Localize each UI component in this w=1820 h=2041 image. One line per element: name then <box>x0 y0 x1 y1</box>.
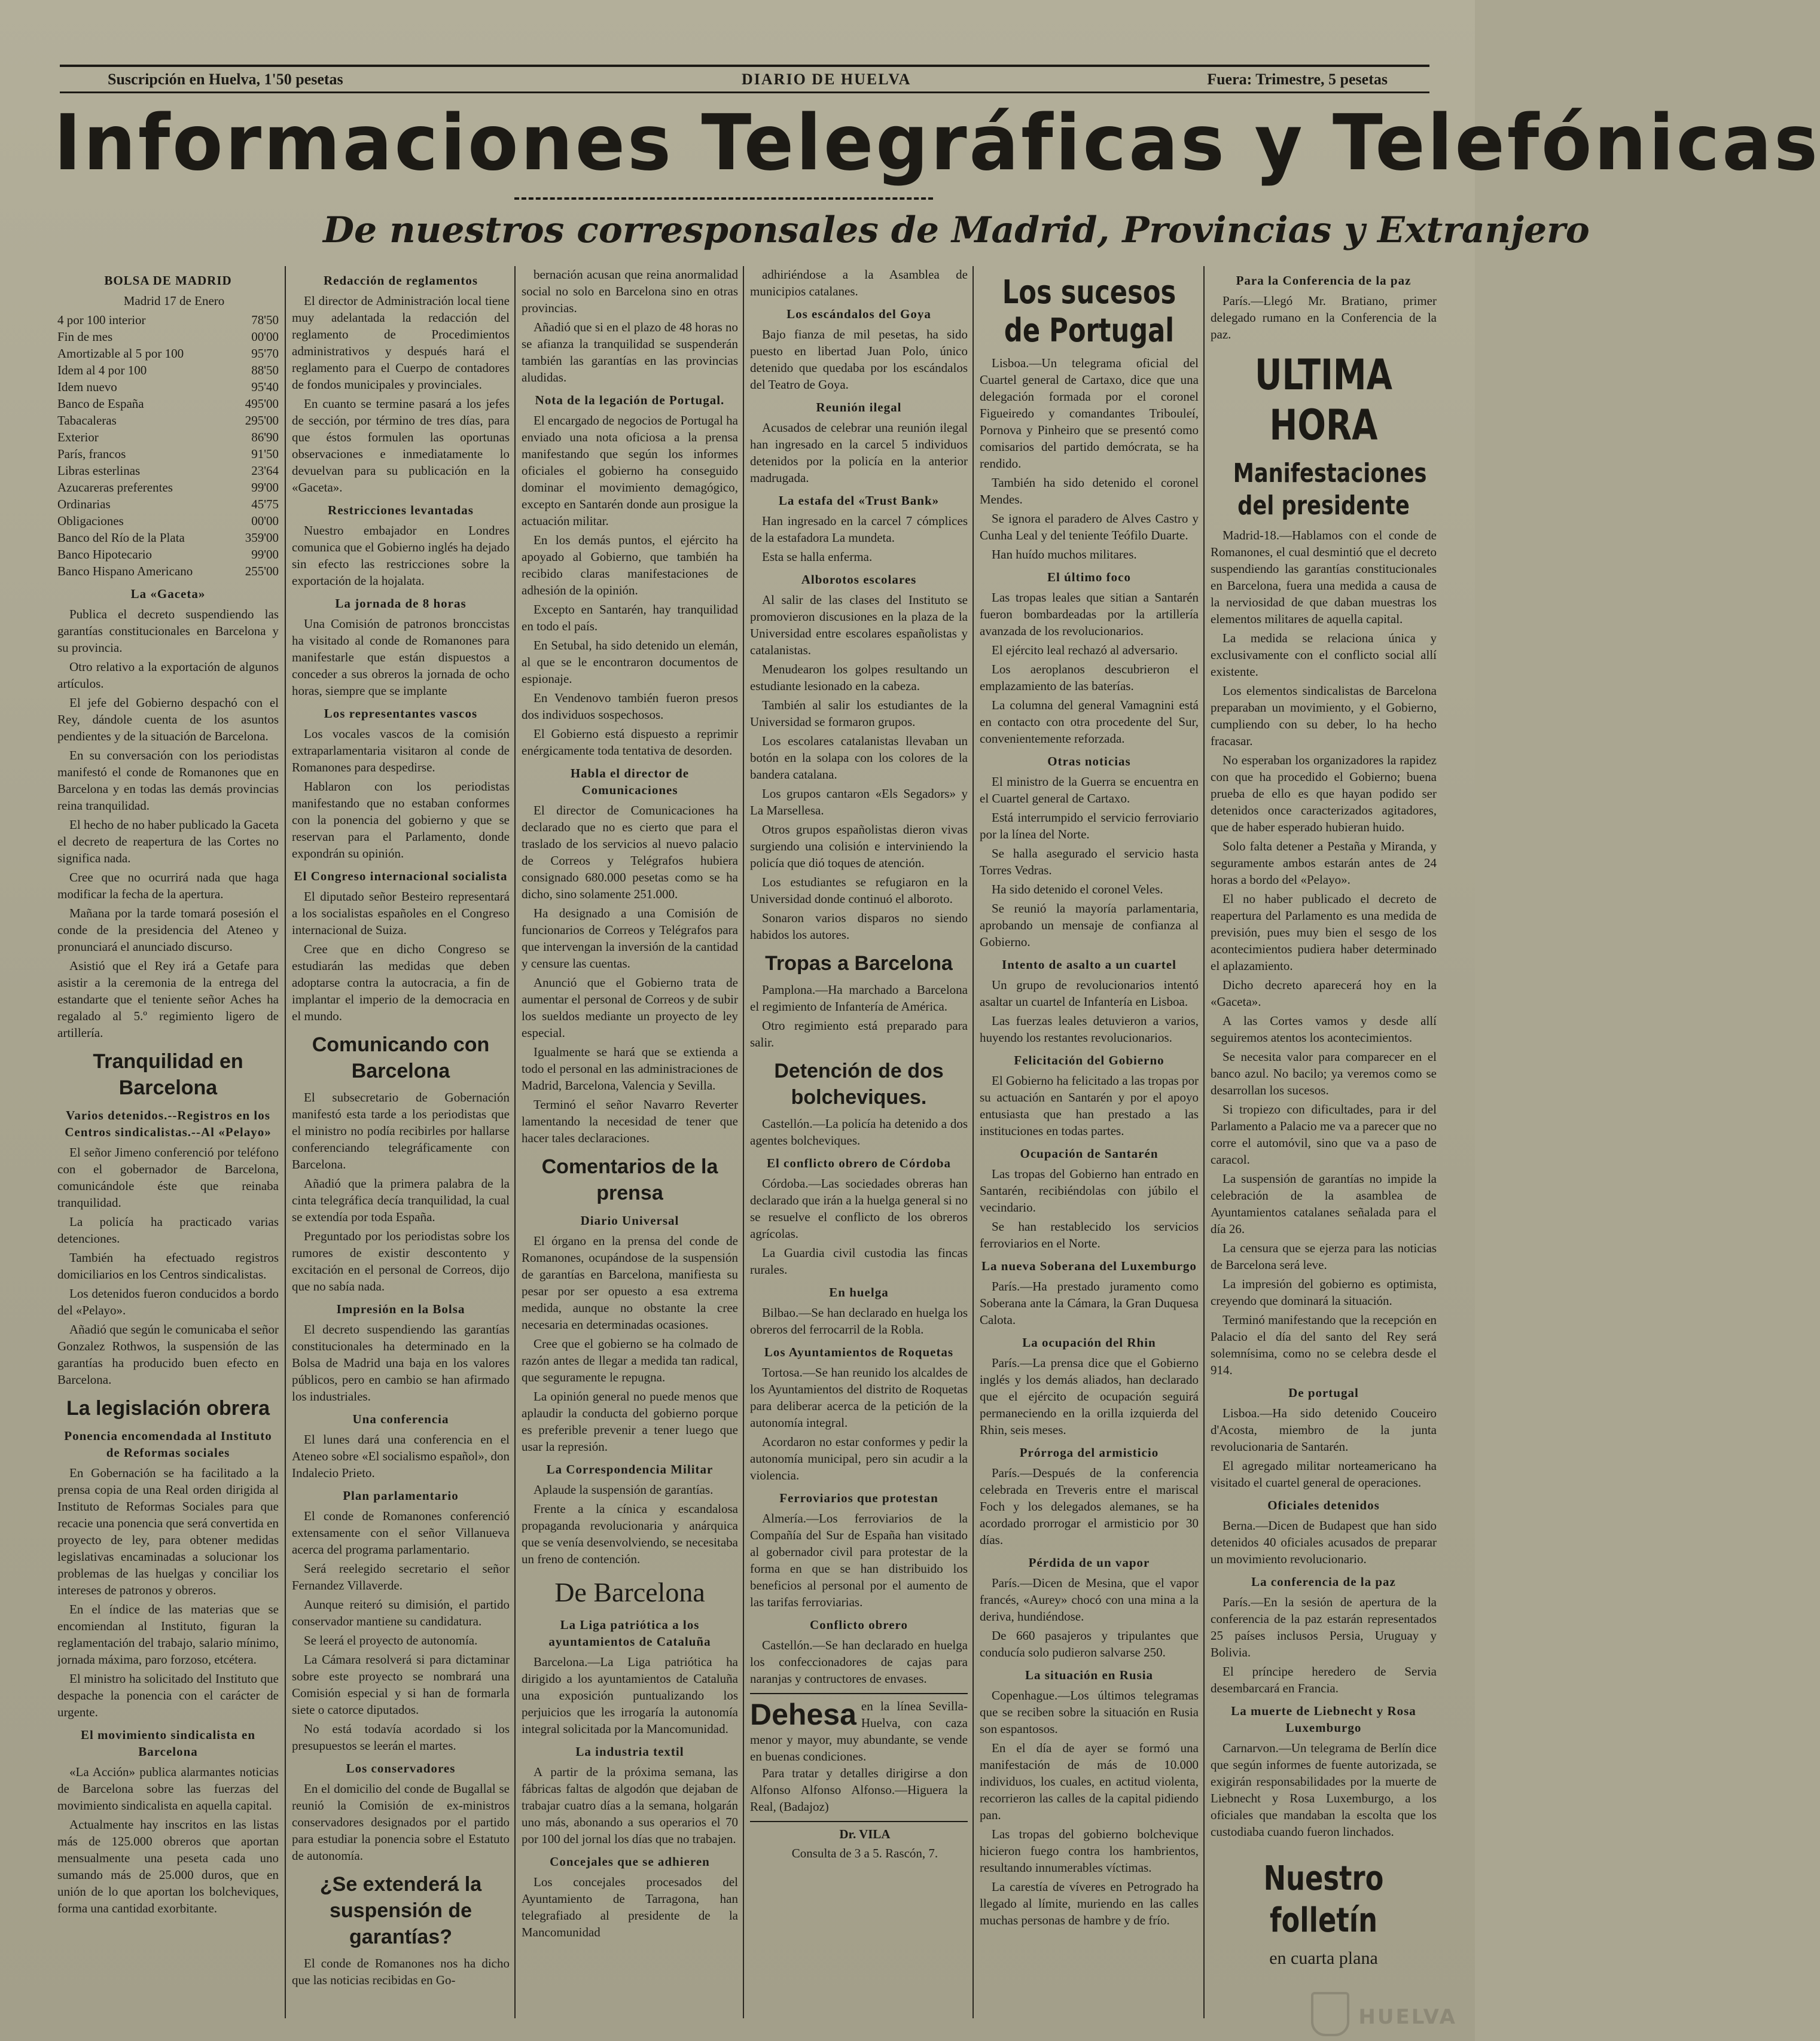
paragraph: Añadió que si en el plazo de 48 horas no se afianza la tranquilidad se suspenderán también las garantías en las provincias aludidas. <box>522 320 738 385</box>
paragraph: Una Comisión de patronos bronccistas ha visitado al conde de Romanones para manifestarle que están dispuestos a conceder a sus obreros la jornada de ocho horas, siempre que se implante <box>292 617 510 698</box>
bolsa-value: 88'50 <box>251 363 279 377</box>
paragraph: Las tropas del gobierno bolchevique hicieron fuego contra los hambrientos, resultando innumerables víctimas. <box>980 1827 1199 1875</box>
bolsa-label: Tabacaleras <box>57 413 117 428</box>
bolsa-label: Exterior <box>57 430 99 444</box>
bolsa-row <box>57 412 279 429</box>
paragraph: «La Acción» publica alarmantes noticias de Barcelona sobre las fuerzas del movimiento sindicalista en aquella capital. <box>57 1765 279 1813</box>
subheading: Los representantes vascos <box>324 706 478 721</box>
bolsa-row <box>57 345 279 362</box>
subheading: El último foco <box>1047 570 1131 584</box>
doctor-name: Dr. VILA <box>839 1827 891 1841</box>
paragraph: El señor Jimeno conferenció por teléfono con el gobernador de Barcelona, comunicándole éste que reinaba tranquilidad. <box>57 1145 279 1210</box>
subheading: Felicitación del Gobierno <box>1014 1053 1164 1067</box>
subheading: Para la Conferencia de la paz <box>1236 273 1412 288</box>
subscription-price: Suscripción en Huelva, 1'50 pesetas <box>108 71 343 88</box>
paragraph: Madrid-18.—Hablamos con el conde de Romanones, el cual desmintió que el decreto suspendiendo las garantías constitucionales en Barcelona, fuera una medida a causa de la nerviosidad de que daban muestras los elementos militares de aquella capital. <box>1211 528 1437 626</box>
paragraph: De 660 pasajeros y tripulantes que conducía solo pudieron salvarse 250. <box>980 1628 1199 1659</box>
bolsa-label: Banco Hipotecario <box>57 547 153 562</box>
subheading: De portugal <box>1288 1386 1359 1400</box>
bolsa-label: Banco de España <box>57 396 144 411</box>
paragraph: Se ignora el paradero de Alves Castro y Cunha Leal y del teniente Teófilo Duarte. <box>980 511 1199 542</box>
paragraph: Terminó el señor Navarro Reverter lamentando la necesidad de tener que hacer tales declaraciones. <box>522 1097 738 1145</box>
paragraph: Los aeroplanos descubrieron el emplazamiento de las baterías. <box>980 662 1199 693</box>
bolsa-value: 495'00 <box>245 396 279 411</box>
paragraph: Los concejales procesados del Ayuntamiento de Tarragona, han telegrafiado al presidente de la Mancomunidad <box>522 1875 738 1939</box>
bolsa-value: 78'50 <box>251 313 279 327</box>
paragraph: Actualmente hay inscritos en las listas más de 125.000 obreros que aportan mensualmente una peseta cada uno sumando más de 25.000 duros, que en unión de lo que aportan los bolcheviques, forma una cantidad exorbitante. <box>57 1817 279 1915</box>
bolsa-label: Amortizable al 5 por 100 <box>57 346 184 361</box>
section-heading: La legislación obrera <box>66 1397 270 1420</box>
paragraph: El jefe del Gobierno despachó con el Rey, dándole cuenta de los asuntos pendientes y de la situación de Barcelona. <box>57 695 279 743</box>
section-heading: Manifestaciones del presidente <box>1233 458 1427 521</box>
paragraph: El lunes dará una conferencia en el Ateneo sobre «El socialismo español», don Indalecio Prieto. <box>292 1432 510 1480</box>
section-heading: Los sucesos de Portugal <box>1002 273 1176 349</box>
bolsa-row <box>57 362 279 379</box>
subheading: Reunión ilegal <box>816 400 902 414</box>
bolsa-value: 295'00 <box>245 413 279 428</box>
subheading: Diario Universal <box>580 1213 679 1228</box>
bolsa-table <box>57 312 279 579</box>
section-heading: ULTIMA HORA <box>1255 350 1392 450</box>
paragraph: Cree que en dicho Congreso se estudiarán las medidas que deben adoptarse contra la autocracia, a fin de implantar el imperio de la democracia en el mundo. <box>292 942 510 1023</box>
paragraph: En Vendenovo también fueron presos dos individuos sospechosos. <box>522 691 738 722</box>
section-heading: Comunicando con Barcelona <box>312 1033 490 1082</box>
ad-text: en la línea Sevilla-Huelva, con caza menor y mayor, muy abundante, se vende en buenas condiciones. <box>750 1699 968 1764</box>
bolsa-row <box>57 496 279 512</box>
section-heading: Tranquilidad en Barcelona <box>93 1050 243 1099</box>
paragraph: El ejército leal rechazó al adversario. <box>992 643 1178 657</box>
section-heading: De Barcelona <box>554 1577 705 1607</box>
paragraph: Acusados de celebrar una reunión ilegal han ingresado en la carcel 5 individuos detenidos por la policía en la anterior madrugada. <box>750 420 968 485</box>
paragraph: Un grupo de revolucionarios intentó asaltar un cuartel de Infantería en Lisboa. <box>980 978 1199 1009</box>
paragraph: La columna del general Vamagnini está en contacto con otra procedente del Sur, convenientemente reforzada. <box>980 698 1199 746</box>
paragraph: No esperaban los organizadores la rapidez con que ha procedido el Gobierno; buena prueba de ello es que hayan podido ser detenidos once caracterizados agitadores, que de haber esperado hubieran huido. <box>1211 753 1437 834</box>
paragraph: El conde de Romanones conferenció extensamente con el señor Villanueva acerca del programa parlamentario. <box>292 1509 510 1557</box>
paragraph: Los estudiantes se refugiaron en la Universidad donde continuó el alboroto. <box>750 875 968 906</box>
bolsa-value: 86'90 <box>251 430 279 444</box>
paragraph: Han ingresado en la carcel 7 cómplices de la estafadora La mundeta. <box>750 514 968 545</box>
bolsa-row <box>57 479 279 496</box>
bolsa-label: Libras esterlinas <box>57 463 141 478</box>
paragraph: Dicho decreto aparecerá hoy en la «Gaceta». <box>1211 978 1437 1009</box>
bolsa-label: Obligaciones <box>57 514 124 528</box>
paragraph: El encargado de negocios de Portugal ha enviado una nota oficiosa a la prensa manifestando que según los informes oficiales el gobierno ha conseguido dominar el movimiento demagógico, excepto en Santarén donde aun prosigue la actuación militar. <box>522 413 738 528</box>
bolsa-row <box>57 446 279 462</box>
paragraph: Al salir de las clases del Instituto se promovieron discusiones en la plaza de la Universidad entre escolares españolistas y catalanistas. <box>750 593 968 657</box>
bolsa-value: 99'00 <box>251 480 279 495</box>
paragraph: El diputado señor Besteiro representará a los socialistas españoles en el Congreso internacional de Suiza. <box>292 889 510 937</box>
subheading: Una conferencia <box>352 1412 449 1426</box>
bolsa-row <box>57 546 279 563</box>
paragraph: El decreto suspendiendo las garantías constitucionales ha determinado en la Bolsa de Madrid una baja en los valores públicos, pero en cambio se han afirmado los industriales. <box>292 1322 510 1404</box>
title-divider <box>514 197 933 201</box>
bolsa-row <box>57 512 279 529</box>
paragraph: La Cámara resolverá si para dictaminar sobre este proyecto se nombrará una Comisión especial y si han de formarla siete o catorce diputados. <box>292 1652 510 1717</box>
paragraph: Copenhague.—Los últimos telegramas que se reciben sobre la situación en Rusia son espantosos. <box>980 1688 1199 1736</box>
gaceta-title: La «Gaceta» <box>130 587 206 601</box>
paragraph: El príncipe heredero de Servia desembarcará en Francia. <box>1211 1664 1437 1695</box>
paragraph: A las Cortes vamos y desde allí seguiremos atentos los acontecimientos. <box>1211 1014 1437 1045</box>
huelva-seal-icon <box>1311 1992 1349 2036</box>
paragraph: Almería.—Los ferroviarios de la Compañía del Sur de España han visitado al gobernador civil para protestar de la forma en que se han distribuido los beneficios al personal por el aumento de las tarifas ferroviarias. <box>750 1511 968 1609</box>
paragraph: El órgano en la prensa del conde de Romanones, ocupándose de la suspensión de garantías en Barcelona, manifiesta su pesar por ser opuesto a esa extrema medida, aunque no obstante la cree necesaria en determinadas ocasiones. <box>522 1234 738 1332</box>
subheading: En huelga <box>829 1285 889 1299</box>
bolsa-value: 359'00 <box>245 530 279 545</box>
subheading: Pérdida de un vapor <box>1028 1555 1150 1570</box>
paragraph: También al salir los estudiantes de la Universidad se formaron grupos. <box>750 698 968 729</box>
subheading: La nueva Soberana del Luxemburgo <box>981 1259 1197 1273</box>
paragraph: Las tropas del Gobierno han entrado en Santarén, recibiéndolas con júbilo el vecindario. <box>980 1167 1199 1215</box>
paragraph: En su conversación con los periodistas manifestó el conde de Romanones que en Barcelona y en todas las demás provincias reina tranquilidad. <box>57 748 279 813</box>
bolsa-row <box>57 328 279 345</box>
paragraph: adhiriéndose a la Asamblea de municipios catalanes. <box>750 267 968 298</box>
paragraph: La carestía de víveres en Petrogrado ha llegado al límite, muriendo en las calles muchas personas de hambre y de frío. <box>980 1880 1199 1927</box>
paragraph: El Gobierno está dispuesto a reprimir enérgicamente toda tentativa de desorden. <box>522 727 738 758</box>
paragraph: El Gobierno ha felicitado a las tropas por su actuación en Santarén y por el apoyo entusiasta que han prestado a las instituciones en todas partes. <box>980 1073 1199 1138</box>
subheading: Plan parlamentario <box>343 1488 459 1503</box>
paragraph: Se leerá el proyecto de autonomía. <box>304 1633 478 1648</box>
paragraph: Cree que el gobierno se ha colmado de razón antes de llegar a medida tan radical, que seguramente le repugna. <box>522 1337 738 1384</box>
bolsa-value: 23'64 <box>251 463 279 478</box>
paragraph: El ministro ha solicitado del Instituto que despache la ponencia con el carácter de urgente. <box>57 1671 279 1719</box>
bolsa-label: Banco Hispano Americano <box>57 564 193 578</box>
subheading: La situación en Rusia <box>1025 1668 1154 1682</box>
paragraph: También ha efectuado registros domiciliarios en los Centros sindicalistas. <box>57 1250 279 1282</box>
subheading: Ponencia encomendada al Instituto de Reformas sociales <box>64 1429 272 1460</box>
paragraph: El no haber publicado el decreto de reapertura del Parlamento es una medida de previsión, pues muy bien el sesgo de los acontecimientos pudiera haber determinado el aplazamiento. <box>1211 892 1437 973</box>
paragraph: Las tropas leales que sitian a Santarén fueron bombardeadas por la artillería avanzada de los revolucionarios. <box>980 590 1199 638</box>
column-2 <box>292 266 510 2018</box>
ad-headline: Dehesa <box>750 1698 856 1731</box>
folletin-subtitle: en cuarta plana <box>1269 1948 1378 1968</box>
subheading: Otras noticias <box>1047 754 1131 768</box>
classified-ad <box>750 1693 968 1822</box>
bolsa-value: 00'00 <box>251 514 279 528</box>
paragraph: Añadió que la primera palabra de la cinta telegráfica decía tranquilidad, la cual se extendía por toda España. <box>292 1176 510 1224</box>
bolsa-row <box>57 563 279 579</box>
paragraph: Pamplona.—Ha marchado a Barcelona el regimiento de Infantería de América. <box>750 983 968 1014</box>
paragraph: La Guardia civil custodia las fincas rurales. <box>750 1246 968 1277</box>
subheading: Los Ayuntamientos de Roquetas <box>764 1345 954 1359</box>
paragraph: Las fuerzas leales detuvieron a varios, huyendo los restantes revolucionarios. <box>980 1014 1199 1045</box>
section-heading: Detención de dos bolcheviques. <box>774 1060 944 1109</box>
paragraph: París.—Llegó Mr. Bratiano, primer delegado rumano en la Conferencia de la paz. <box>1211 294 1437 341</box>
bolsa-value: 45'75 <box>251 497 279 511</box>
column-4 <box>750 266 968 2018</box>
column-divider <box>973 266 974 2018</box>
paragraph: La medida se relaciona única y exclusivamente con el conflicto social allí existente. <box>1211 631 1437 679</box>
paragraph: La opinión general no puede menos que aplaudir la conducta del gobierno porque es preferible prevenir a tener luego que usar la represión. <box>522 1389 738 1454</box>
bolsa-value: 255'00 <box>245 564 279 578</box>
paragraph: En Setubal, ha sido detenido un elemán, al que se le encontraron documentos de espionaje. <box>522 638 738 686</box>
column-divider <box>743 266 744 2018</box>
paragraph: Solo falta detener a Pestaña y Miranda, y seguramente ambos estarán antes de 24 horas a bordo del «Pelayo». <box>1211 839 1437 887</box>
column-3 <box>522 266 738 2018</box>
paragraph: París.—La prensa dice que el Gobierno inglés y los demás aliados, han declarado que el ejército de ocupación seguirá permaneciendo en la orilla izquierda del Rhin, seis meses. <box>980 1356 1199 1437</box>
paragraph: Los detenidos fueron conducidos a bordo del «Pelayo». <box>57 1286 279 1317</box>
paragraph: En los demás puntos, el ejército ha apoyado al Gobierno, que también ha recibido claras manifestaciones de adhesión de la opinión. <box>522 533 738 597</box>
column-divider <box>1203 266 1205 2018</box>
paragraph: Córdoba.—Las sociedades obreras han declarado que irán a la huelga general si no se resuelve el conflicto de los obreros agrícolas. <box>750 1176 968 1241</box>
subheading: Concejales que se adhieren <box>550 1854 710 1869</box>
bolsa-label: Azucareras preferentes <box>57 480 173 495</box>
paragraph: Anunció que el Gobierno trata de aumentar el personal de Correos y de subir los sueldos mediante un proyecto de ley especial. <box>522 975 738 1040</box>
paragraph: En el índice de las materias que se encomiendan al Instituto, figuran la reglamentación del trabajo, salario mínimo, jornada máxima, paro forzoso, etcétera. <box>57 1602 279 1667</box>
bolsa-label: Ordinarias <box>57 497 111 511</box>
paragraph: Otros grupos españolistas dieron vivas surgiendo una colisión e interviniendo la policía que dió toques de atención. <box>750 822 968 870</box>
paragraph: El ministro de la Guerra se encuentra en el Cuartel general de Cartaxo. <box>980 774 1199 806</box>
subheading: La Liga patriótica a los ayuntamientos de Cataluña <box>548 1618 711 1649</box>
paragraph: Castellón.—La policía ha detenido a dos agentes bolcheviques. <box>750 1116 968 1148</box>
bolsa-value: 95'70 <box>251 346 279 361</box>
column-divider <box>514 266 516 2018</box>
watermark: HUELVA <box>1358 2005 1457 2029</box>
bolsa-row <box>57 312 279 328</box>
paragraph: La impresión del gobierno es optimista, creyendo que dominará la situación. <box>1211 1277 1437 1308</box>
subheading: Ocupación de Santarén <box>1020 1146 1159 1161</box>
subheading: Prórroga del armisticio <box>1019 1445 1159 1460</box>
bolsa-label: 4 por 100 interior <box>57 313 146 327</box>
subheading: La Correspondencia Militar <box>546 1462 714 1476</box>
bolsa-value: 95'40 <box>251 380 279 394</box>
paragraph: Nuestro embajador en Londres comunica que el Gobierno inglés ha dejado sin efecto las restricciones sobre la exportación de la hojalata. <box>292 523 510 588</box>
subheading: La ocupación del Rhin <box>1022 1335 1156 1350</box>
paragraph: La policía ha practicado varias detenciones. <box>57 1215 279 1246</box>
bolsa-date: Madrid 17 de Enero <box>123 294 225 308</box>
paragraph: Excepto en Santarén, hay tranquilidad en todo el país. <box>522 602 738 633</box>
paragraph: Los escolares catalanistas llevaban un botón en la solapa con los colores de la bandera catalana. <box>750 734 968 782</box>
paragraph: Hablaron con los periodistas manifestando que no estaban conformes con la ponencia del gobierno y que se reservan para el Parlamento, donde expondrán su opinión. <box>292 779 510 861</box>
subheading: Varios detenidos.--Registros en los Centros sindicalistas.--Al «Pelayo» <box>65 1108 272 1139</box>
paragraph: Bajo fianza de mil pesetas, ha sido puesto en libertad Juan Polo, único detenido que quedaba por los escándalos del Teatro de Goya. <box>750 327 968 392</box>
masthead <box>60 65 1429 93</box>
subheading: Redacción de reglamentos <box>323 273 478 288</box>
bolsa-label: Banco del Río de la Plata <box>57 530 185 545</box>
paragraph: El subsecretario de Gobernación manifestó esta tarde a los periodistas que el ministro no podía recibirles por hallarse conferenciando telegráficamente con Barcelona. <box>292 1090 510 1171</box>
paragraph: París.—Ha prestado juramento como Soberana ante la Cámara, la Gran Duquesa Calota. <box>980 1279 1199 1327</box>
paragraph: Publica el decreto suspendiendo las garantías constitucionales en Barcelona y su provincia. <box>57 607 279 655</box>
subheading: Los escándalos del Goya <box>786 307 931 321</box>
bolsa-value: 91'50 <box>251 447 279 461</box>
paragraph: A partir de la próxima semana, las fábricas faltas de algodón que dejaban de trabajar cuatro días a la semana, holgarán uno más, abonando a sus operarios el 70 por 100 del jornal los días que no trabajen. <box>522 1765 738 1846</box>
paragraph: Está interrumpido el servicio ferroviario por la línea del Norte. <box>980 810 1199 841</box>
bolsa-row <box>57 462 279 479</box>
paragraph: Cree que no ocurrirá nada que haga modificar la fecha de la apertura. <box>57 870 279 901</box>
paragraph: Lisboa.—Ha sido detenido Couceiro d'Acosta, miembro de la junta revolucionaria de Santarén. <box>1211 1406 1437 1454</box>
paragraph: Frente a la cínica y escandalosa propaganda revolucionaria y anárquica que se venía desenvolviendo, se necesitaba un freno de contención. <box>522 1502 738 1566</box>
foreign-price: Fuera: Trimestre, 5 pesetas <box>1207 71 1388 88</box>
bolsa-row <box>57 529 279 546</box>
section-heading: Comentarios de la prensa <box>541 1155 718 1204</box>
paragraph: Carnarvon.—Un telegrama de Berlín dice que según informes de fuente autorizada, se exigirán responsabilidades por la muerte de Liebnecht y Rosa Luxemburgo, a los oficiales que mandaban la escolta que los custodiaba cuando fueron linchados. <box>1211 1741 1437 1839</box>
paragraph: Otro regimiento está preparado para salir. <box>750 1018 968 1050</box>
column-1 <box>57 266 279 2018</box>
paragraph: Lisboa.—Un telegrama oficial del Cuartel general de Cartaxo, dice que una delegación formada por el coronel Figueiredo y comandantes Tribouleí, Pornova y Pinheiro que se presentó como comisarios del partido demócrata, se ha rendido. <box>980 356 1199 471</box>
ad-contact: Para tratar y detalles dirigirse a don Alfonso Alfonso Alfonso.—Higuera la Real, (Badajoz) <box>750 1766 968 1814</box>
paragraph: Ha sido detenido el coronel Veles. <box>992 882 1163 896</box>
paragraph: En el día de ayer se formó una manifestación de más de 10.000 individuos, los cuales, en actitud violenta, recorrieron las calles de la capital pidiendo pan. <box>980 1741 1199 1822</box>
paragraph: Tortosa.—Se han reunido los alcaldes de los Ayuntamientos del distrito de Roquetas para deliberar acerca de la petición de la autonomía integral. <box>750 1365 968 1430</box>
subheading: Restricciones levantadas <box>328 503 474 517</box>
subheading: Los conservadores <box>346 1761 456 1775</box>
subheading: El Congreso internacional socialista <box>294 869 508 883</box>
paragraph: Sonaron varios disparos no siendo habidos los autores. <box>750 911 968 942</box>
paragraph: París.—En la sesión de apertura de la conferencia de la paz estarán representados 25 países inclusos Persia, Uruguay y Bolivia. <box>1211 1595 1437 1659</box>
bolsa-title: BOLSA DE MADRID <box>104 273 232 288</box>
paragraph: Se necesita valor para comparecer en el banco azul. No bacilo; ya veremos como se desarrollan los sucesos. <box>1211 1050 1437 1097</box>
subheading: La estafa del «Trust Bank» <box>778 493 940 508</box>
paragraph: La censura que se ejerza para las noticias de Barcelona será leve. <box>1211 1241 1437 1272</box>
section-heading: Nuestro folletín <box>1263 1859 1384 1940</box>
paragraph: Igualmente se hará que se extienda a todo el personal en las administraciones de Madrid, Barcelona, Valencia y Sevilla. <box>522 1045 738 1093</box>
paragraph: Mañana por la tarde tomará posesión el conde de la presidencia del Ateneo y pronunciará el anunciado discurso. <box>57 906 279 954</box>
paragraph: Berna.—Dicen de Budapest que han sido detenidos 40 oficiales acusados de preparar un movimiento revolucionario. <box>1211 1518 1437 1566</box>
paragraph: Esta se halla enferma. <box>762 550 873 564</box>
bolsa-label: Idem nuevo <box>57 380 117 394</box>
paragraph: Los elementos sindicalistas de Barcelona preparaban un movimiento, y el Gobierno, cumpliendo con su deber, lo ha hecho fracasar. <box>1211 684 1437 748</box>
paragraph: Asistió que el Rey irá a Getafe para asistir a la ceremonia de la entrega del estandarte que el teniente señor Aches ha regalado al 5.º regimiento ligero de artillería. <box>57 959 279 1040</box>
subheading: Intento de asalto a un cuartel <box>1002 957 1176 972</box>
paragraph: Los grupos cantaron «Els Segadors» y La Marsellesa. <box>750 786 968 817</box>
paragraph: París.—Dicen de Mesina, que el vapor francés, «Aurey» chocó con una mina a la deriva, hundiéndose. <box>980 1576 1199 1624</box>
bolsa-label: París, francos <box>57 447 126 461</box>
page-subtitle: De nuestros corresponsales de Madrid, Provincias y Extranjero <box>323 209 1590 251</box>
bolsa-label: Idem al 4 por 100 <box>57 363 147 377</box>
paragraph: Añadió que según le comunicaba el señor Gonzalez Rothwos, la suspensión de las garantías ha producido buen efecto en Barcelona. <box>57 1322 279 1387</box>
paragraph: Los vocales vascos de la comisión extraparlamentaria visitaron al conde de Romanones para despedirse. <box>292 727 510 774</box>
paragraph: Acordaron no estar conformes y pedir la autonomía municipal, pero sin acudir a la violencia. <box>750 1435 968 1482</box>
paragraph: Barcelona.—La Liga patriótica ha dirigido a los ayuntamientos de Cataluña una exposición puntualizando los perjuicios que les irrogaría la autonomía integral solicitada por la Mancomunidad. <box>522 1655 738 1736</box>
bolsa-row <box>57 429 279 446</box>
subheading: Habla el director de Comunicaciones <box>570 766 690 797</box>
subheading: Ferroviarios que protestan <box>779 1491 938 1505</box>
bolsa-row <box>57 395 279 412</box>
paragraph: Bilbao.—Se han declarado en huelga los obreros del ferrocarril de la Robla. <box>750 1305 968 1337</box>
paragraph: El director de Comunicaciones ha declarado que no es cierto que para el traslado de los servicios al nuevo palacio de Correos y Telégrafos hubiera consignado 680.000 pesetas como se ha dicho, sino solamente 251.000. <box>522 803 738 901</box>
paragraph: En el domicilio del conde de Bugallal se reunió la Comisión de ex-ministros conservadores designados por el partido para estudiar la ponencia sobre el Estatuto de autonomía. <box>292 1781 510 1863</box>
paragraph: Si tropiezo con dificultades, para ir del Parlamento a Palacio me va a parecer que no corre el automóvil, sino que va a paso de caracol. <box>1211 1102 1437 1167</box>
subheading: Oficiales detenidos <box>1267 1498 1380 1512</box>
paragraph: En Gobernación se ha facilitado a la prensa copia de una Real orden dirigida al Instituto de Reformas Sociales para que recacie una ponencia que será convertida en proyecto de ley, para obtener medidas legislativas encaminadas a solucionar los problemas de las huelgas y conciliar los intereses de patronos y obreros. <box>57 1466 279 1597</box>
paragraph: Se reunió la mayoría parlamentaria, aprobando un mensaje de confianza al Gobierno. <box>980 901 1199 949</box>
section-heading: ¿Se extenderá la suspensión de garantías? <box>319 1873 482 1948</box>
paragraph: Se han restablecido los servicios ferroviarios en el Norte. <box>980 1219 1199 1250</box>
paragraph: No está todavía acordado si los presupuestos se leerán el martes. <box>292 1722 510 1753</box>
subheading: El conflicto obrero de Córdoba <box>766 1156 952 1170</box>
subheading: El movimiento sindicalista en Barcelona <box>80 1728 256 1759</box>
bolsa-row <box>57 379 279 395</box>
bolsa-value: 99'00 <box>251 547 279 562</box>
subheading: Conflicto obrero <box>810 1618 908 1632</box>
column-6 <box>1211 266 1437 2018</box>
section-heading: Tropas a Barcelona <box>765 952 953 975</box>
paragraph: El hecho de no haber publicado la Gaceta el decreto de reapertura de las Cortes no significa nada. <box>57 817 279 865</box>
doctor-hours: Consulta de 3 a 5. Rascón, 7. <box>791 1846 938 1860</box>
paragraph: La suspensión de garantías no impide la celebración de la asamblea de Ayuntamientos catalanes señalada para el día 26. <box>1211 1171 1437 1236</box>
paragraph: Aunque reiteró su dimisión, el partido conservador mantiene su candidatura. <box>292 1597 510 1628</box>
paragraph: Ha designado a una Comisión de funcionarios de Correos y Telégrafos para que intervengan la inversión de la cantidad y censure las cuentas. <box>522 906 738 971</box>
paragraph: El director de Administración local tiene muy adelantada la redacción del reglamento de Procedimientos administrativos y después hará el reglamento para el Cuerpo de contadores de fondos municipales y provinciales. <box>292 294 510 392</box>
paragraph: Otro relativo a la exportación de algunos artículos. <box>57 660 279 691</box>
paragraph: En cuanto se termine pasará a los jefes de sección, por término de tres días, para que éstos formulen las oportunas observaciones e inmediatamente lo devuelvan para su publicación en la «Gaceta». <box>292 396 510 495</box>
bolsa-value: 00'00 <box>251 330 279 344</box>
paragraph: París.—Después de la conferencia celebrada en Treveris entre el mariscal Foch y los delegados alemanes, se ha acordado prorrogar el armisticio por 30 días. <box>980 1466 1199 1547</box>
paragraph: Será reelegido secretario el señor Fernandez Villaverde. <box>292 1561 510 1592</box>
column-divider <box>285 266 286 2018</box>
bolsa-label: Fin de mes <box>57 330 113 344</box>
column-5 <box>980 266 1199 2018</box>
paragraph: Aplaude la suspensión de garantías. <box>533 1482 714 1497</box>
paragraph: Terminó manifestando que la recepción en Palacio el día del santo del Rey será solemnísima, como no se celebra desde el 914. <box>1211 1313 1437 1377</box>
paragraph: El agregado militar norteamericano ha visitado el cuartel general de operaciones. <box>1211 1459 1437 1490</box>
subheading: Alborotos escolares <box>801 572 917 587</box>
paragraph: bernación acusan que reina anormalidad social no solo en Barcelona sino en otras provincias. <box>522 267 738 315</box>
paragraph: Preguntado por los periodistas sobre los rumores de existir descontento y excitación en el personal de Correos, dijo que no sabía nada. <box>292 1229 510 1293</box>
newspaper-name: DIARIO DE HUELVA <box>742 71 911 88</box>
paragraph: También ha sido detenido el coronel Mendes. <box>980 475 1199 507</box>
subheading: Nota de la legación de Portugal. <box>535 393 725 407</box>
paragraph: El conde de Romanones nos ha dicho que las noticias recibidas en Go- <box>292 1956 510 1987</box>
page-title: Informaciones Telegráficas y Telefónicas <box>54 99 1820 188</box>
subheading: La industria textil <box>575 1744 684 1759</box>
subheading: La muerte de Liebnecht y Rosa Luxemburgo <box>1231 1704 1416 1735</box>
subheading: La conferencia de la paz <box>1251 1575 1396 1589</box>
subheading: Impresión en la Bolsa <box>336 1302 465 1316</box>
subheading: La jornada de 8 horas <box>335 596 467 611</box>
paragraph: Castellón.—Se han declarado en huelga los confeccionadores de cajas para naranjas y contructores de envases. <box>750 1638 968 1686</box>
paragraph: Menudearon los golpes resultando un estudiante lesionado en la cabeza. <box>750 662 968 693</box>
paragraph: Han huído muchos militares. <box>992 547 1137 562</box>
paragraph: Se halla asegurado el servicio hasta Torres Vedras. <box>980 846 1199 877</box>
